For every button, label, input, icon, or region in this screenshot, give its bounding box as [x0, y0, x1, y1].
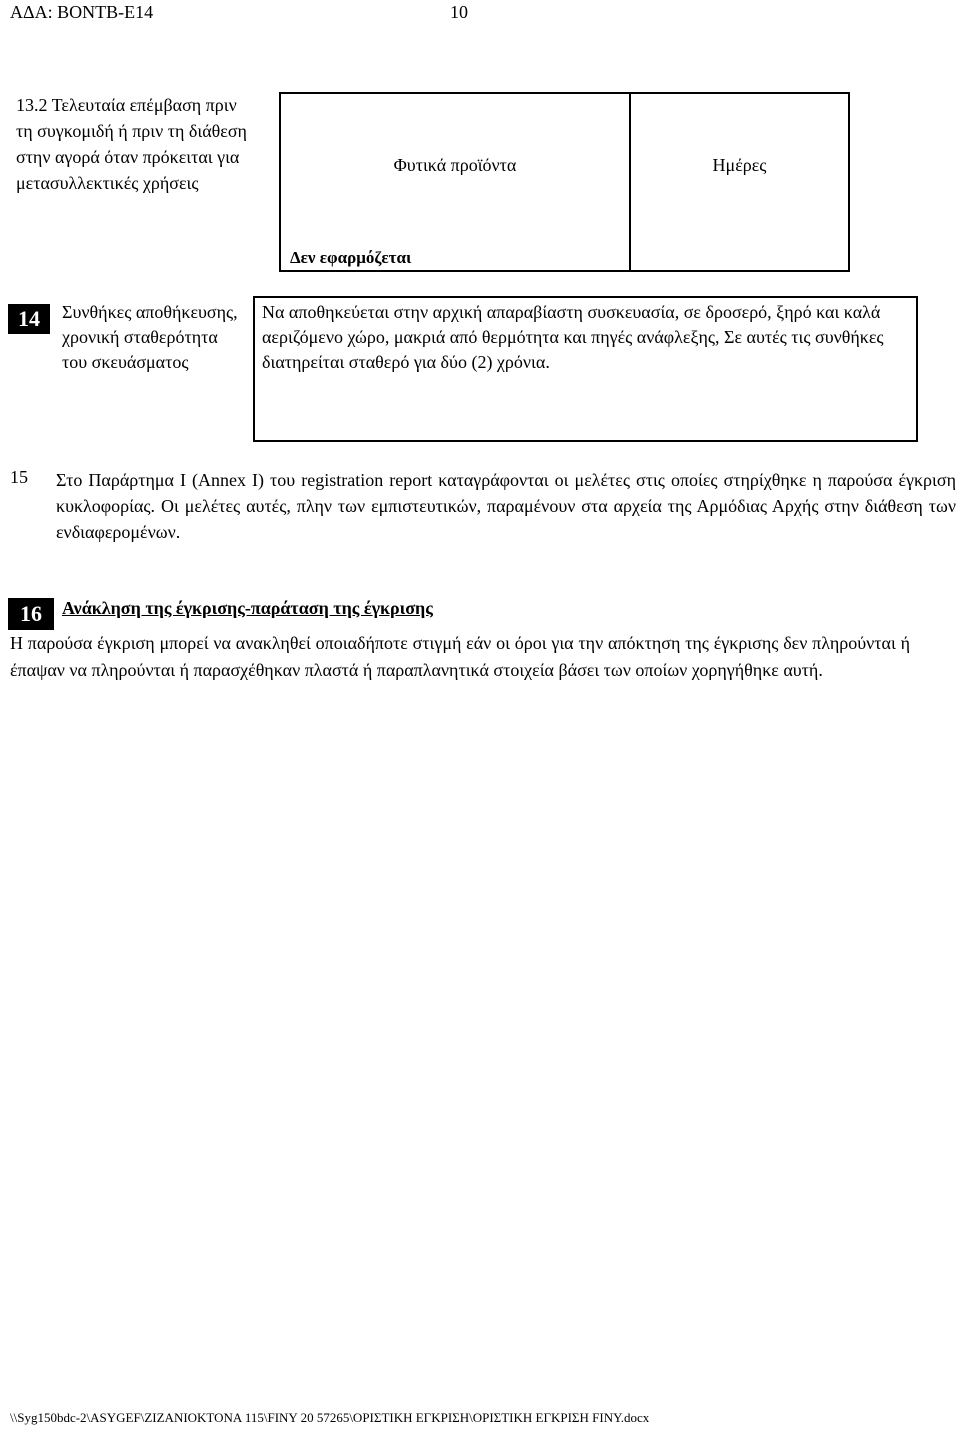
document-ada-code: ΑΔΑ: ΒΟΝΤΒ-Ε14	[10, 2, 154, 22]
section-13-table	[279, 92, 850, 272]
section-16-title: Ανάκληση της έγκρισης-παράταση της έγκρισης	[62, 598, 433, 618]
section-14-text: Να αποθηκεύεται στην αρχική απαραβίαστη συσκευασία, σε δροσερό, ξηρό και καλά αεριζόμενο χώρο, μακριά από θερμότητα και πηγές ανάφλεξης, Σε αυτές τις συνθήκες διατηρείται σταθερό για δύο (2) χρόνια.	[262, 302, 884, 372]
section-16-number: 16	[8, 598, 54, 630]
not-applicable-note: Δεν εφαρμόζεται	[290, 248, 412, 267]
section-16-text: Η παρούσα έγκριση μπορεί να ανακληθεί οποιαδήποτε στιγμή εάν οι όροι για την απόκτηση της έγκρισης δεν πληρούνται ή έπαψαν να πληρούνται ή παρασχέθηκαν πλαστά ή παραπλανητικά στοιχεία βάσει των οποίων χορηγήθηκε αυτή.	[10, 633, 910, 680]
section-13-label: 13.2 Τελευταία επέμβαση πριν τη συγκομιδή ή πριν τη διάθεση στην αγορά όταν πρόκειται για μετασυλλεκτικές χρήσεις	[16, 95, 247, 193]
table-column-divider	[629, 92, 631, 272]
footer-file-path: \\Syg150bdc-2\ASYGEF\ZIZANIOKTONA 115\FINY 20 57265\ΟΡΙΣΤΙΚΗ ΕΓΚΡΙΣΗ\ΟΡΙΣΤΙΚΗ ΕΓΚΡΙΣΗ FINY.docx	[10, 1410, 650, 1425]
table-header-products: Φυτικά προϊόντα	[393, 155, 517, 175]
section-14-number: 14	[8, 304, 50, 334]
page-number: 10	[450, 2, 468, 22]
section-15-number: 15	[10, 467, 28, 487]
section-14-label: Συνθήκες αποθήκευσης, χρονική σταθερότητα του σκευάσματος	[62, 302, 238, 372]
section-15-text: Στο Παράρτημα Ι (Annex I) του registration report καταγράφονται οι μελέτες στις οποίες στηρίχθηκε η παρούσα έγκριση κυκλοφορίας. Οι μελέτες αυτές, πλην των εμπιστευτικών, παραμένουν στα αρχεία της Αρμόδιας Αρχής στην διάθεση των ενδιαφερομένων.	[56, 470, 956, 542]
table-header-days: Ημέρες	[712, 155, 767, 175]
